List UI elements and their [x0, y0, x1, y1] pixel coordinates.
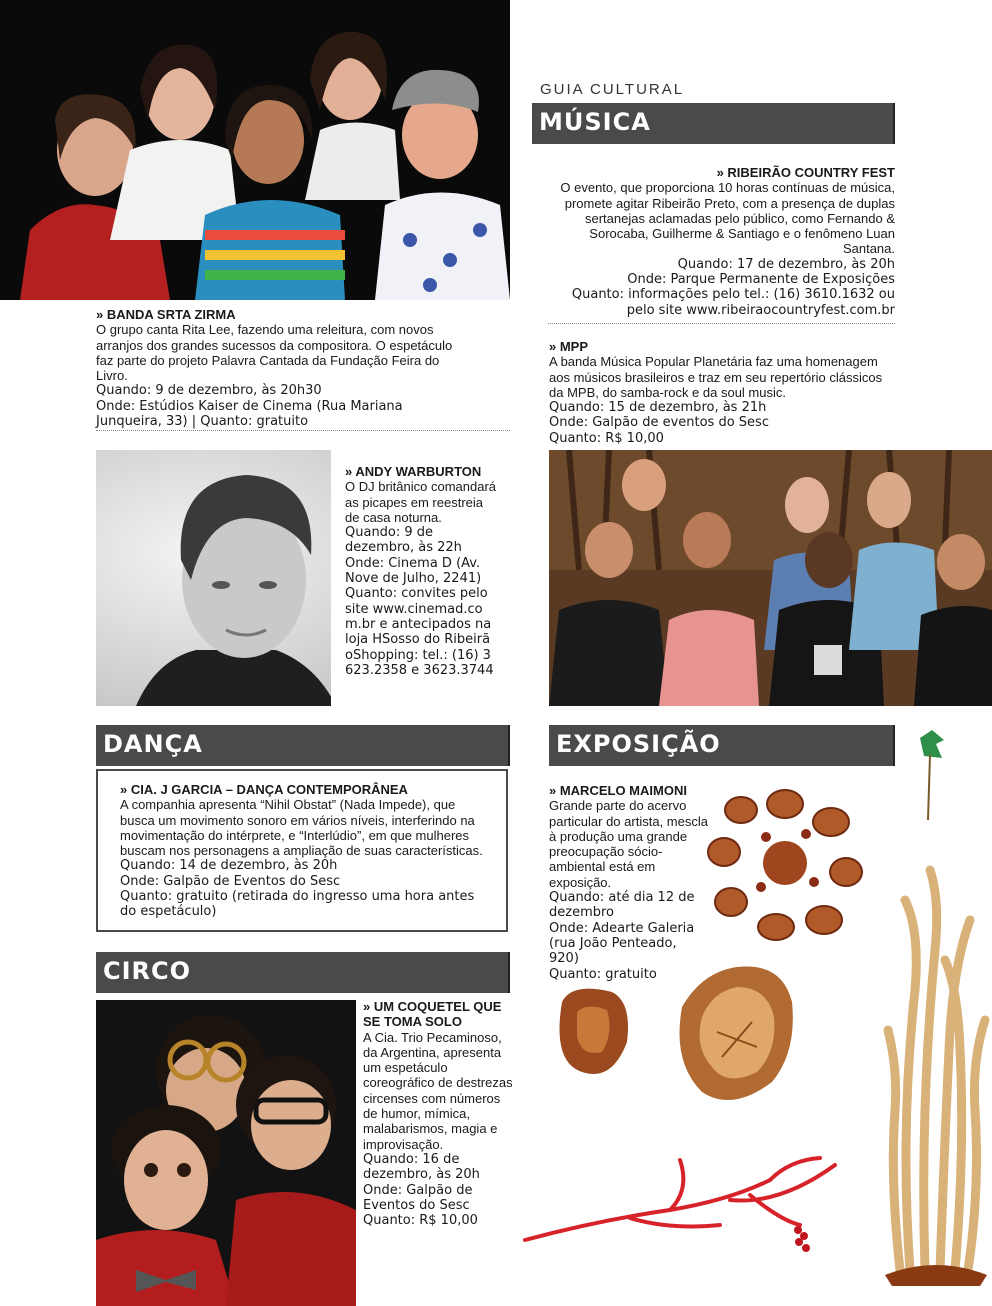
- event-description: O grupo canta Rita Lee, fazendo uma releitura, com novos arranjos dos grandes sucessos da compositora. O espetáculo faz parte do projeto Palavra Cantada da Fundação Feira do Livro.: [96, 322, 453, 384]
- event-title: » CIA. J GARCIA – DANÇA CONTEMPORÂNEA: [120, 782, 408, 797]
- event-price: Quanto: gratuito: [549, 966, 657, 982]
- section-title-exposicao: EXPOSIÇÃO: [549, 725, 895, 766]
- event-when: Quando: 17 de dezembro, às 20h: [677, 256, 895, 272]
- event-andy-warburton: [345, 464, 497, 678]
- event-um-coquetel: [363, 999, 513, 1228]
- event-when: Quando: 15 de dezembro, às 21h: [549, 400, 767, 416]
- event-where: Onde: Parque Permanente de Exposições: [627, 272, 895, 288]
- event-description: O evento, que proporciona 10 horas contínuas de música, promete agitar Ribeirão Preto, com a presença de duplas sertanejas aclamadas pelo público, como Fernando & Sorocaba, Guilherme & Santiago e o fenômeno Luan Santana.: [560, 180, 895, 257]
- event-where: Onde: Galpão de Eventos do Sesc: [120, 873, 341, 889]
- event-title: » MPP: [549, 339, 589, 354]
- artwork-red-branches: [520, 1150, 842, 1260]
- event-description: A Cia. Trio Pecaminoso, da Argentina, apresenta um espetáculo coreográfico de destrezas circenses com números de humor, mímica, malabarismos, magia e improvisação.: [363, 1029, 513, 1152]
- artwork-flower-sculpture: [706, 782, 864, 944]
- event-where: Onde: Galpão de Eventos do Sesc: [363, 1182, 473, 1213]
- event-where: Onde: Estúdios Kaiser de Cinema (Rua Mariana Junqueira, 33) | Quanto: gratuito: [96, 398, 403, 430]
- event-description: A companhia apresenta “Nihil Obstat” (Nada Impede), que busca um movimento sonoro em vários níveis, interferindo na movimentação do intérprete, e “Interlúdio”, em que mulheres buscam nos personagens a ampliação de suas características.: [120, 797, 483, 859]
- event-description: O DJ britânico comandará as picapes em reestreia de casa noturna.: [345, 479, 497, 525]
- divider: [548, 323, 895, 324]
- event-description: Grande parte do acervo particular do artista, mescla à produção uma grande preocupação sócio-ambiental está em exposição.: [549, 798, 708, 890]
- photo-mpp-band: [549, 450, 992, 706]
- event-ribeirao-country-fest: [548, 165, 895, 318]
- event-title: » ANDY WARBURTON: [345, 464, 482, 479]
- event-where: Onde: Adearte Galeria (rua João Penteado, 920): [549, 920, 695, 967]
- section-kicker: GUIA CULTURAL: [540, 81, 685, 98]
- section-title-musica: MÚSICA: [532, 103, 895, 144]
- event-price: Quanto: gratuito (retirada do ingresso uma hora antes do espetáculo): [120, 889, 475, 920]
- artwork-root-sculpture: [880, 730, 992, 1286]
- event-where: Onde: Galpão de eventos do Sesc: [549, 415, 769, 431]
- event-when: Quando: até dia 12 de dezembro: [549, 890, 695, 921]
- event-title: » BANDA SRTA ZIRMA: [96, 307, 236, 322]
- event-where: Onde: Cinema D (Av. Nove de Julho, 2241): [345, 555, 482, 587]
- event-when: Quando: 14 de dezembro, às 20h: [120, 858, 338, 874]
- divider: [96, 430, 510, 431]
- event-when: Quando: 16 de dezembro, às 20h: [363, 1151, 480, 1183]
- photo-banda-srta-zirma: [0, 0, 510, 300]
- event-title: » RIBEIRÃO COUNTRY FEST: [716, 165, 895, 180]
- event-price: Quanto: R$ 10,00: [549, 430, 664, 446]
- event-price: Quanto: convites pelo site www.cinemad.com.br e antecipados na loja HSosso do RibeirãoShopping: tel.: (16) 3623.2358 e 3623.3744: [345, 586, 494, 678]
- photo-trio-pecaminoso: [96, 1000, 356, 1306]
- section-title-circo: CIRCO: [96, 952, 510, 993]
- event-price: Quanto: R$ 10,00: [363, 1213, 478, 1229]
- event-when: Quando: 9 de dezembro, às 20h30: [96, 383, 322, 399]
- event-banda-srta-zirma: [96, 307, 466, 429]
- event-mpp: [549, 339, 894, 446]
- event-price: Quanto: informações pelo tel.: (16) 3610.1632 ou pelo site www.ribeiraocountryfest.com.br: [571, 287, 895, 318]
- event-title: » MARCELO MAIMONI: [549, 783, 687, 798]
- section-title-danca: DANÇA: [96, 725, 510, 766]
- event-cia-j-garcia: [120, 782, 490, 920]
- event-title: » UM COQUETEL QUE SE TOMA SOLO: [363, 999, 502, 1030]
- artwork-wood-bowls: [552, 962, 802, 1122]
- event-description: A banda Música Popular Planetária faz uma homenagem aos músicos brasileiros e traz em seu repertório clássicos da MPB, do samba-rock e da soul music.: [549, 354, 883, 400]
- event-when: Quando: 9 de dezembro, às 22h: [345, 525, 462, 556]
- event-marcelo-maimoni: [549, 783, 709, 982]
